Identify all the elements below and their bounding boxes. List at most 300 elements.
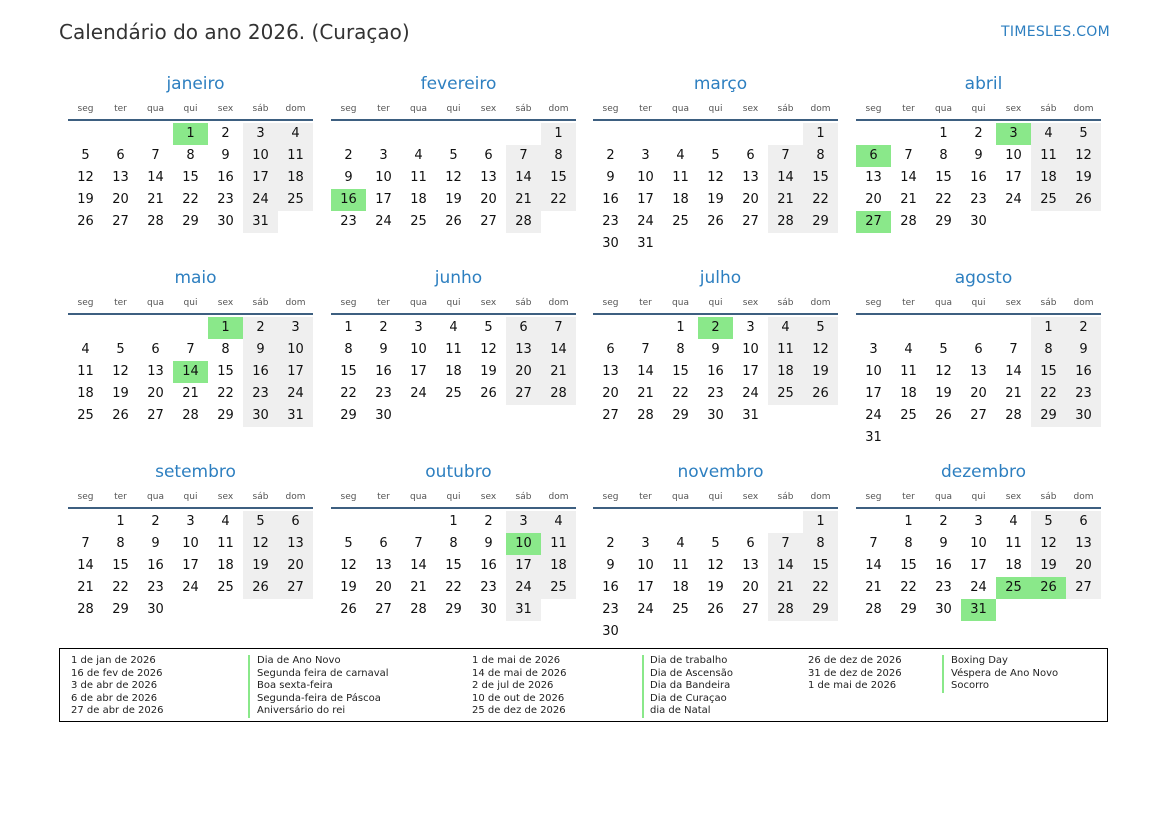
- days-grid: [593, 317, 838, 427]
- weekday-label: qui: [708, 104, 723, 114]
- day-cell: 23: [970, 192, 987, 207]
- day-cell: 7: [541, 317, 576, 339]
- month-4: [856, 73, 1101, 233]
- day-cell: 19: [112, 386, 129, 401]
- weekday-label: qui: [708, 298, 723, 308]
- day-cell: 21: [506, 189, 541, 211]
- day-cell: 26: [340, 602, 357, 617]
- day-cell: 20: [742, 192, 759, 207]
- day-cell: 3: [379, 148, 388, 163]
- month-12: [856, 461, 1101, 621]
- empty-cell: [891, 123, 926, 145]
- day-cell: 3: [641, 536, 650, 551]
- month-10: [331, 461, 576, 621]
- day-cell: 20: [480, 192, 497, 207]
- day-cell: 5: [449, 148, 458, 163]
- weekday-label: dom: [1073, 104, 1094, 114]
- month-name: maio: [174, 268, 217, 288]
- legend-dates-column: [808, 655, 902, 693]
- holiday-day-cell: 14: [173, 361, 208, 383]
- day-cell: 7: [1009, 342, 1018, 357]
- day-cell: 21: [1005, 386, 1022, 401]
- day-cell: 19: [243, 555, 278, 577]
- day-cell: 16: [147, 558, 164, 573]
- day-cell: 10: [970, 536, 987, 551]
- day-cell: 5: [711, 536, 720, 551]
- holiday-day-cell: 3: [996, 123, 1031, 145]
- day-cell: 29: [1031, 405, 1066, 427]
- day-cell: 13: [742, 558, 759, 573]
- day-cell: 23: [217, 192, 234, 207]
- day-cell: 25: [77, 408, 94, 423]
- day-cell: 27: [742, 602, 759, 617]
- day-cell: 22: [541, 189, 576, 211]
- weekday-label: seg: [340, 104, 357, 114]
- legend-names-column: [951, 655, 1058, 693]
- day-cell: 8: [939, 148, 948, 163]
- weekday-label: qui: [183, 492, 198, 502]
- empty-cell: [138, 317, 173, 339]
- weekday-label: dom: [810, 298, 831, 308]
- day-cell: 23: [1066, 383, 1101, 405]
- day-cell: 14: [77, 558, 94, 573]
- legend-holiday-name: Aniversário do rei: [257, 705, 346, 716]
- weekday-label: sáb: [252, 104, 269, 114]
- weekday-label: sáb: [515, 492, 532, 502]
- month-name: setembro: [155, 462, 236, 482]
- days-grid: [856, 511, 1101, 621]
- day-cell: 16: [375, 364, 392, 379]
- month-name: fevereiro: [420, 74, 497, 94]
- weekday-label: seg: [77, 104, 94, 114]
- header-rule: [68, 119, 313, 121]
- day-cell: 2: [606, 148, 615, 163]
- legend-date: 27 de abr de 2026: [71, 705, 164, 716]
- day-cell: 2: [939, 514, 948, 529]
- day-cell: 24: [375, 214, 392, 229]
- day-cell: 19: [707, 580, 724, 595]
- weekday-header: [593, 296, 838, 310]
- day-cell: 10: [243, 145, 278, 167]
- weekday-label: qui: [971, 492, 986, 502]
- day-cell: 9: [711, 342, 720, 357]
- day-cell: 29: [182, 214, 199, 229]
- day-cell: 7: [641, 342, 650, 357]
- day-cell: 22: [1031, 383, 1066, 405]
- day-cell: 25: [445, 386, 462, 401]
- day-cell: 20: [375, 580, 392, 595]
- day-cell: 18: [900, 386, 917, 401]
- day-cell: 20: [865, 192, 882, 207]
- day-cell: 21: [77, 580, 94, 595]
- empty-cell: [401, 123, 436, 145]
- day-cell: 12: [707, 170, 724, 185]
- weekday-label: sex: [480, 104, 497, 114]
- legend-holiday-name: Dia da Bandeira: [650, 680, 731, 691]
- weekday-label: sáb: [252, 298, 269, 308]
- day-cell: 7: [186, 342, 195, 357]
- day-cell: 24: [637, 602, 654, 617]
- holiday-day-cell: 6: [856, 145, 891, 167]
- weekday-label: seg: [865, 104, 882, 114]
- day-cell: 10: [1005, 148, 1022, 163]
- day-cell: 12: [112, 364, 129, 379]
- month-5: [68, 267, 313, 427]
- weekday-header: [593, 490, 838, 504]
- day-cell: 17: [637, 192, 654, 207]
- empty-cell: [926, 317, 961, 339]
- day-cell: 23: [935, 580, 952, 595]
- day-cell: 27: [506, 383, 541, 405]
- weekday-label: qui: [971, 298, 986, 308]
- day-cell: 24: [742, 386, 759, 401]
- day-cell: 10: [637, 170, 654, 185]
- empty-cell: [593, 317, 628, 339]
- day-cell: 17: [865, 386, 882, 401]
- legend-date: 16 de fev de 2026: [71, 667, 163, 679]
- day-cell: 17: [182, 558, 199, 573]
- weekday-header: [856, 490, 1101, 504]
- day-cell: 1: [803, 511, 838, 533]
- weekday-label: qua: [147, 298, 164, 308]
- empty-cell: [698, 123, 733, 145]
- weekday-label: sáb: [515, 104, 532, 114]
- legend-holiday-name: Boa sexta-feira: [257, 680, 333, 691]
- weekday-label: seg: [340, 298, 357, 308]
- day-cell: 3: [641, 148, 650, 163]
- day-cell: 20: [742, 580, 759, 595]
- day-cell: 14: [147, 170, 164, 185]
- weekday-label: sáb: [252, 492, 269, 502]
- days-grid: [331, 123, 576, 233]
- day-cell: 16: [217, 170, 234, 185]
- days-grid: [331, 317, 576, 427]
- day-cell: 15: [445, 558, 462, 573]
- day-cell: 14: [410, 558, 427, 573]
- day-cell: 22: [803, 189, 838, 211]
- day-cell: 29: [112, 602, 129, 617]
- legend-date: 3 de abr de 2026: [71, 680, 158, 691]
- weekday-label: dom: [548, 104, 569, 114]
- day-cell: 15: [182, 170, 199, 185]
- weekday-label: dom: [1073, 298, 1094, 308]
- legend-marker: [942, 655, 944, 693]
- weekday-label: sex: [742, 298, 759, 308]
- day-cell: 25: [217, 580, 234, 595]
- weekday-label: sáb: [515, 298, 532, 308]
- day-cell: 15: [803, 555, 838, 577]
- legend-date: 2 de jul de 2026: [472, 680, 554, 691]
- weekday-label: sáb: [1040, 298, 1057, 308]
- day-cell: 27: [480, 214, 497, 229]
- weekday-label: sex: [1005, 104, 1022, 114]
- day-cell: 1: [116, 514, 125, 529]
- day-cell: 20: [970, 386, 987, 401]
- day-cell: 21: [637, 386, 654, 401]
- day-cell: 24: [970, 580, 987, 595]
- day-cell: 18: [410, 192, 427, 207]
- empty-cell: [628, 317, 663, 339]
- day-cell: 11: [278, 145, 313, 167]
- weekday-label: qua: [935, 104, 952, 114]
- header-rule: [331, 313, 576, 315]
- day-cell: 6: [484, 148, 493, 163]
- day-cell: 9: [606, 558, 615, 573]
- day-cell: 5: [243, 511, 278, 533]
- day-cell: 25: [1031, 189, 1066, 211]
- day-cell: 26: [243, 577, 278, 599]
- empty-cell: [698, 511, 733, 533]
- legend-dates-column: [71, 655, 163, 718]
- day-cell: 9: [243, 339, 278, 361]
- day-cell: 10: [742, 342, 759, 357]
- day-cell: 31: [243, 211, 278, 233]
- month-name: outubro: [425, 462, 492, 482]
- day-cell: 17: [637, 580, 654, 595]
- day-cell: 28: [768, 599, 803, 621]
- weekday-header: [593, 102, 838, 116]
- weekday-label: sex: [217, 298, 234, 308]
- day-cell: 4: [221, 514, 230, 529]
- day-cell: 30: [602, 624, 619, 639]
- month-name: abril: [964, 74, 1003, 94]
- weekday-label: ter: [377, 492, 390, 502]
- day-cell: 17: [243, 167, 278, 189]
- day-cell: 23: [602, 602, 619, 617]
- day-cell: 7: [414, 536, 423, 551]
- weekday-label: dom: [548, 492, 569, 502]
- header-rule: [68, 313, 313, 315]
- day-cell: 19: [707, 192, 724, 207]
- day-cell: 6: [746, 536, 755, 551]
- day-cell: 13: [480, 170, 497, 185]
- weekday-label: seg: [602, 298, 619, 308]
- weekday-label: qua: [410, 104, 427, 114]
- day-cell: 23: [375, 386, 392, 401]
- legend-holiday-name: Dia de Ascensão: [650, 667, 733, 679]
- day-cell: 4: [81, 342, 90, 357]
- weekday-label: seg: [77, 298, 94, 308]
- day-cell: 30: [602, 236, 619, 251]
- weekday-label: sex: [480, 492, 497, 502]
- weekday-label: ter: [902, 298, 915, 308]
- day-cell: 28: [77, 602, 94, 617]
- weekday-header: [68, 490, 313, 504]
- day-cell: 21: [410, 580, 427, 595]
- empty-cell: [436, 123, 471, 145]
- day-cell: 12: [707, 558, 724, 573]
- day-cell: 22: [217, 386, 234, 401]
- weekday-label: sex: [217, 104, 234, 114]
- day-cell: 6: [116, 148, 125, 163]
- day-cell: 12: [803, 339, 838, 361]
- legend-date: 1 de mai de 2026: [472, 655, 561, 666]
- header-rule: [593, 119, 838, 121]
- day-cell: 29: [803, 211, 838, 233]
- day-cell: 12: [1031, 533, 1066, 555]
- empty-cell: [331, 511, 366, 533]
- day-cell: 26: [707, 602, 724, 617]
- day-cell: 13: [1066, 533, 1101, 555]
- day-cell: 19: [340, 580, 357, 595]
- day-cell: 11: [541, 533, 576, 555]
- day-cell: 18: [278, 167, 313, 189]
- day-cell: 28: [541, 383, 576, 405]
- day-cell: 16: [243, 361, 278, 383]
- day-cell: 15: [541, 167, 576, 189]
- day-cell: 15: [900, 558, 917, 573]
- weekday-label: qui: [446, 492, 461, 502]
- day-cell: 3: [869, 342, 878, 357]
- empty-cell: [68, 511, 103, 533]
- weekday-label: dom: [548, 298, 569, 308]
- day-cell: 22: [182, 192, 199, 207]
- month-name: junho: [434, 268, 483, 288]
- day-cell: 12: [77, 170, 94, 185]
- brand-link[interactable]: TIMESLES.COM: [1001, 24, 1110, 40]
- empty-cell: [68, 123, 103, 145]
- day-cell: 15: [935, 170, 952, 185]
- day-cell: 29: [217, 408, 234, 423]
- header-rule: [856, 507, 1101, 509]
- day-cell: 22: [900, 580, 917, 595]
- day-cell: 29: [935, 214, 952, 229]
- holiday-day-cell: 25: [996, 577, 1031, 599]
- day-cell: 30: [147, 602, 164, 617]
- weekday-label: ter: [902, 492, 915, 502]
- day-cell: 5: [1031, 511, 1066, 533]
- day-cell: 24: [243, 189, 278, 211]
- day-cell: 23: [243, 383, 278, 405]
- day-cell: 21: [900, 192, 917, 207]
- weekday-label: ter: [114, 104, 127, 114]
- legend-names-column: [650, 655, 733, 718]
- holiday-day-cell: 31: [961, 599, 996, 621]
- empty-cell: [366, 511, 401, 533]
- day-cell: 2: [151, 514, 160, 529]
- header-rule: [593, 313, 838, 315]
- weekday-label: seg: [602, 492, 619, 502]
- day-cell: 11: [217, 536, 234, 551]
- empty-cell: [103, 123, 138, 145]
- day-cell: 25: [672, 214, 689, 229]
- month-1: [68, 73, 313, 233]
- empty-cell: [593, 511, 628, 533]
- holiday-day-cell: 10: [506, 533, 541, 555]
- day-cell: 28: [182, 408, 199, 423]
- day-cell: 10: [182, 536, 199, 551]
- legend-marker: [248, 655, 250, 718]
- month-name: julho: [699, 268, 742, 288]
- day-cell: 8: [186, 148, 195, 163]
- day-cell: 8: [1031, 339, 1066, 361]
- day-cell: 14: [768, 555, 803, 577]
- day-cell: 21: [768, 577, 803, 599]
- days-grid: [593, 511, 838, 643]
- weekday-label: ter: [114, 492, 127, 502]
- day-cell: 7: [81, 536, 90, 551]
- days-grid: [856, 123, 1101, 233]
- month-name: agosto: [954, 268, 1013, 288]
- weekday-label: sáb: [777, 492, 794, 502]
- weekday-label: seg: [865, 298, 882, 308]
- holiday-day-cell: 16: [331, 189, 366, 211]
- day-cell: 26: [803, 383, 838, 405]
- day-cell: 29: [340, 408, 357, 423]
- month-3: [593, 73, 838, 255]
- day-cell: 4: [1009, 514, 1018, 529]
- day-cell: 10: [278, 339, 313, 361]
- weekday-label: dom: [810, 492, 831, 502]
- empty-cell: [471, 123, 506, 145]
- day-cell: 24: [278, 383, 313, 405]
- empty-cell: [891, 317, 926, 339]
- weekday-label: sáb: [1040, 492, 1057, 502]
- day-cell: 14: [1005, 364, 1022, 379]
- day-cell: 18: [1031, 167, 1066, 189]
- weekday-label: qua: [410, 492, 427, 502]
- header-rule: [593, 507, 838, 509]
- day-cell: 23: [707, 386, 724, 401]
- day-cell: 23: [480, 580, 497, 595]
- day-cell: 7: [506, 145, 541, 167]
- day-cell: 19: [935, 386, 952, 401]
- day-cell: 28: [865, 602, 882, 617]
- day-cell: 11: [900, 364, 917, 379]
- day-cell: 27: [742, 214, 759, 229]
- weekday-label: sex: [480, 298, 497, 308]
- day-cell: 4: [904, 342, 913, 357]
- empty-cell: [628, 123, 663, 145]
- day-cell: 7: [904, 148, 913, 163]
- day-cell: 9: [974, 148, 983, 163]
- day-cell: 2: [243, 317, 278, 339]
- weekday-label: qua: [147, 492, 164, 502]
- day-cell: 9: [151, 536, 160, 551]
- day-cell: 5: [711, 148, 720, 163]
- day-cell: 16: [1066, 361, 1101, 383]
- days-grid: [68, 511, 313, 621]
- day-cell: 14: [768, 167, 803, 189]
- day-cell: 31: [637, 236, 654, 251]
- day-cell: 29: [803, 599, 838, 621]
- day-cell: 11: [672, 170, 689, 185]
- weekday-label: qui: [446, 298, 461, 308]
- day-cell: 22: [445, 580, 462, 595]
- day-cell: 24: [506, 577, 541, 599]
- weekday-header: [331, 102, 576, 116]
- day-cell: 30: [707, 408, 724, 423]
- day-cell: 11: [1005, 536, 1022, 551]
- month-6: [331, 267, 576, 427]
- day-cell: 2: [606, 536, 615, 551]
- legend-holiday-name: Dia de Ano Novo: [257, 655, 341, 666]
- holiday-day-cell: 1: [208, 317, 243, 339]
- day-cell: 2: [484, 514, 493, 529]
- day-cell: 13: [970, 364, 987, 379]
- legend-date: 1 de mai de 2026: [808, 680, 897, 691]
- day-cell: 21: [768, 189, 803, 211]
- legend-names-column: [257, 655, 389, 718]
- holiday-day-cell: 27: [856, 211, 891, 233]
- day-cell: 1: [541, 123, 576, 145]
- day-cell: 26: [445, 214, 462, 229]
- day-cell: 16: [935, 558, 952, 573]
- day-cell: 9: [606, 170, 615, 185]
- day-cell: 5: [116, 342, 125, 357]
- legend-holiday-name: Segunda-feira de Páscoa: [257, 692, 381, 704]
- day-cell: 23: [602, 214, 619, 229]
